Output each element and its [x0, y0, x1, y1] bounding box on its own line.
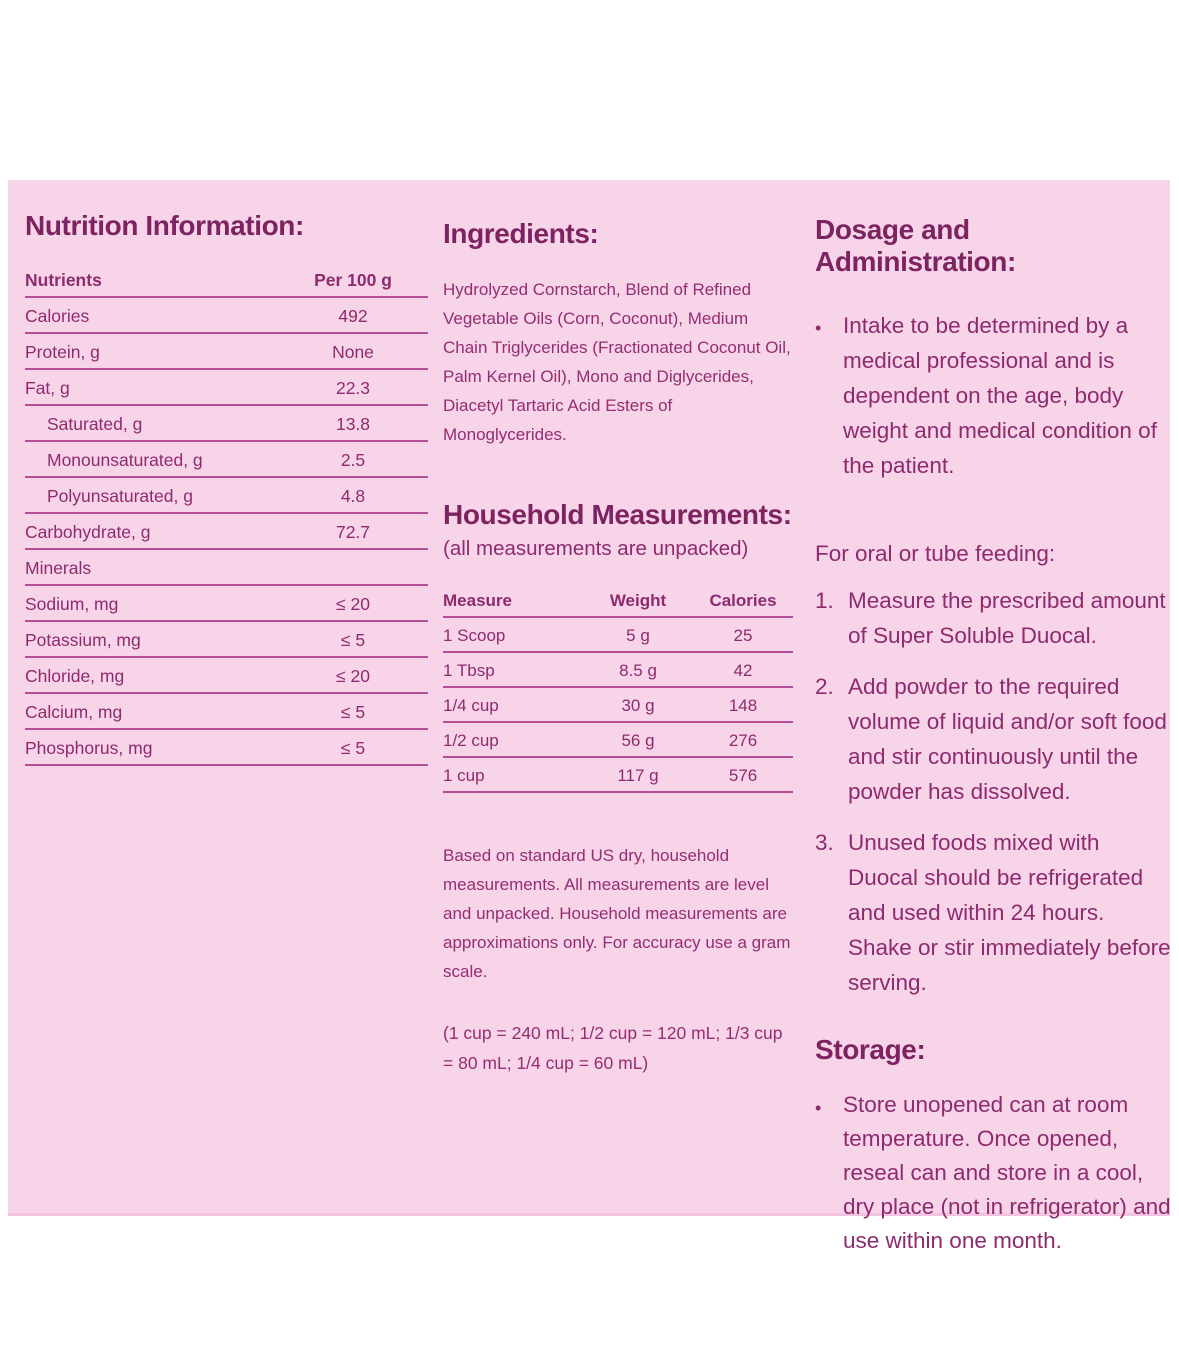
- measure-cell: 1/2 cup: [443, 731, 499, 750]
- nutrition-information-section: [25, 210, 428, 766]
- storage-bullet-text: Store unopened can at room temperature. Once opened, reseal can and store in a cool, dry place (not in refrigerator) and use within one month.: [843, 1092, 1171, 1253]
- nutrient-value: 13.8: [335, 414, 371, 434]
- nutrient-label: Saturated, g: [47, 414, 143, 434]
- table-row: [25, 550, 428, 586]
- nutrients-column-header: Nutrients: [25, 270, 102, 290]
- table-row: [443, 618, 793, 653]
- bullet-icon: •: [815, 1098, 822, 1118]
- dosage-step: [815, 669, 1173, 809]
- storage-bullet-item: [815, 1088, 1173, 1258]
- household-measurements-subtitle: (all measurements are unpacked): [443, 537, 749, 560]
- nutrient-label: Polyunsaturated, g: [47, 486, 193, 506]
- table-row: [25, 622, 428, 658]
- table-row: [25, 694, 428, 730]
- nutrient-label: Potassium, mg: [25, 630, 141, 650]
- nutrient-label: Monounsaturated, g: [47, 450, 203, 470]
- nutrient-value: ≤ 20: [336, 666, 370, 686]
- table-row: [25, 514, 428, 550]
- calories-cell: 42: [733, 661, 753, 680]
- weight-cell: 5 g: [626, 626, 650, 645]
- nutrient-value: ≤ 5: [340, 630, 366, 650]
- nutrient-value: 72.7: [335, 522, 371, 542]
- nutrient-label: Carbohydrate, g: [25, 522, 151, 542]
- nutrient-label: Calories: [25, 306, 90, 326]
- measure-cell: 1 Scoop: [443, 626, 506, 645]
- table-row: [443, 653, 793, 688]
- step-number: 2.: [815, 674, 834, 699]
- household-table-header: [443, 583, 793, 618]
- nutrient-value: ≤ 20: [336, 594, 370, 614]
- table-row: [25, 334, 428, 370]
- measure-cell: 1/4 cup: [443, 696, 499, 715]
- per-100g-column-header: Per 100 g: [314, 270, 392, 290]
- nutrient-label: Fat, g: [25, 378, 70, 398]
- nutrient-value: None: [332, 342, 374, 362]
- nutrient-value: 2.5: [340, 450, 366, 470]
- calories-cell: 576: [728, 766, 758, 785]
- dosage-storage-section: [815, 214, 1173, 1258]
- step-number: 3.: [815, 830, 834, 855]
- feeding-intro-text: For oral or tube feeding:: [815, 541, 1056, 566]
- household-measurements-title: Household Measurements:: [443, 499, 792, 530]
- dosage-bullet-item: [815, 308, 1173, 483]
- step-text: Measure the prescribed amount of Super Soluble Duocal.: [848, 588, 1166, 648]
- table-row: [25, 658, 428, 694]
- nutrient-value: 4.8: [340, 486, 366, 506]
- table-row: [25, 370, 428, 406]
- calories-column-header: Calories: [709, 591, 777, 610]
- table-row: [25, 442, 428, 478]
- weight-cell: 117 g: [617, 766, 659, 785]
- ingredients-household-section: [443, 218, 793, 1078]
- nutrients-table: [25, 262, 428, 766]
- nutrient-label: Phosphorus, mg: [25, 738, 153, 758]
- calories-cell: 148: [728, 696, 758, 715]
- nutrient-value: ≤ 5: [340, 738, 366, 758]
- dosage-step: [815, 583, 1173, 653]
- table-row: [25, 298, 428, 334]
- dosage-administration-title: Dosage and Administration:: [815, 214, 1016, 277]
- nutrition-information-title: Nutrition Information:: [25, 210, 304, 241]
- nutrient-value: 22.3: [335, 378, 371, 398]
- dosage-bullet-text: Intake to be determined by a medical professional and is dependent on the age, body weight and medical condition of the patient.: [843, 313, 1157, 478]
- table-row: [443, 723, 793, 758]
- table-row: [25, 478, 428, 514]
- step-text: Unused foods mixed with Duocal should be refrigerated and used within 24 hours. Shake or stir immediately before serving.: [848, 830, 1171, 995]
- storage-title: Storage:: [815, 1034, 926, 1065]
- dosage-step: [815, 825, 1173, 1000]
- nutrient-label: Calcium, mg: [25, 702, 123, 722]
- ingredients-title: Ingredients:: [443, 218, 599, 249]
- nutrition-label-panel: [8, 180, 1171, 1253]
- weight-cell: 56 g: [621, 731, 655, 750]
- weight-cell: 8.5 g: [619, 661, 657, 680]
- table-row: [25, 406, 428, 442]
- measure-cell: 1 cup: [443, 766, 485, 785]
- cup-ml-conversions: (1 cup = 240 mL; 1/2 cup = 120 mL; 1/3 cup = 80 mL; 1/4 cup = 60 mL): [443, 1023, 783, 1073]
- nutrient-label: Minerals: [25, 558, 92, 578]
- table-row: [443, 758, 793, 793]
- weight-column-header: Weight: [609, 591, 667, 610]
- nutrient-value: ≤ 5: [340, 702, 366, 722]
- nutrient-label: Sodium, mg: [25, 594, 119, 614]
- calories-cell: 25: [733, 626, 753, 645]
- household-measurements-note: Based on standard US dry, household measurements. All measurements are level and unpacked. Household measurements are approximations only. For accuracy use a gram scale.: [443, 846, 791, 981]
- nutrient-label: Chloride, mg: [25, 666, 125, 686]
- nutrient-value: 492: [338, 306, 368, 326]
- weight-cell: 30 g: [621, 696, 655, 715]
- measure-cell: 1 Tbsp: [443, 661, 495, 680]
- step-text: Add powder to the required volume of liquid and/or soft food and stir continuously until the powder has dissolved.: [848, 674, 1167, 804]
- calories-cell: 276: [728, 731, 758, 750]
- nutrients-table-header: [25, 262, 428, 298]
- table-row: [443, 688, 793, 723]
- measure-column-header: Measure: [443, 591, 512, 610]
- bullet-icon: •: [815, 318, 822, 338]
- table-row: [25, 586, 428, 622]
- household-measurements-table: [443, 583, 793, 793]
- ingredients-text: Hydrolyzed Cornstarch, Blend of Refined Vegetable Oils (Corn, Coconut), Medium Chain Triglycerides (Fractionated Coconut Oil, Palm Kernel Oil), Mono and Diglycerides, Diacetyl Tartaric Acid Esters of Monoglycerides.: [443, 280, 791, 444]
- nutrient-label: Protein, g: [25, 342, 100, 362]
- table-row: [25, 730, 428, 766]
- step-number: 1.: [815, 588, 834, 613]
